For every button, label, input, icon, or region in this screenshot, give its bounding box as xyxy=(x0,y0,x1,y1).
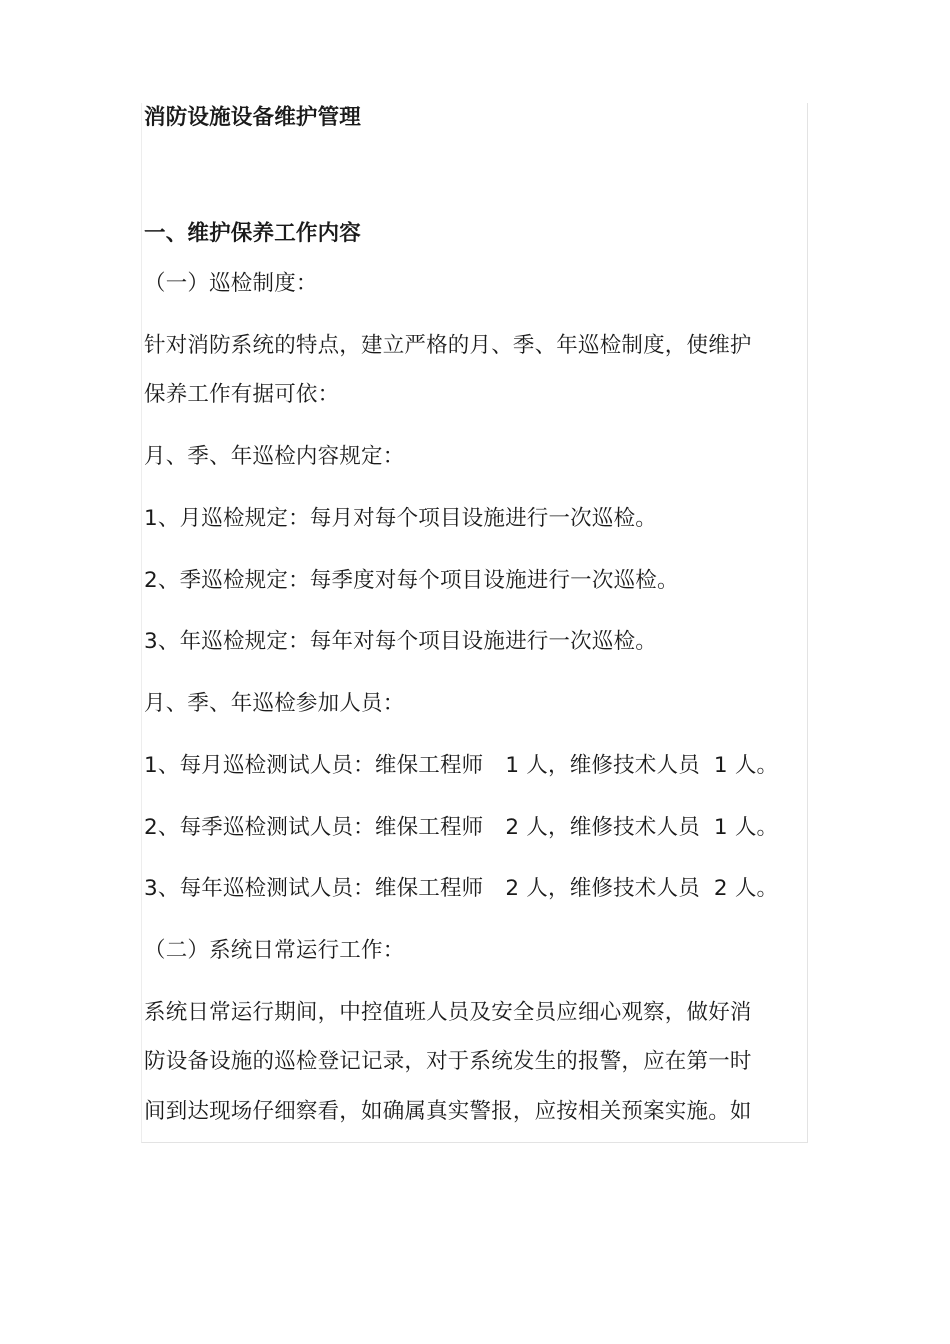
staff-engineers: 2 人，维修技术人员 xyxy=(505,876,700,901)
document-title: 消防设施设备维护管理 xyxy=(144,105,362,130)
staff-item xyxy=(144,874,778,904)
paragraph-line: 针对消防系统的特点，建立严格的月、季、年巡检制度，使维护 xyxy=(144,333,752,358)
section-heading-maintenance: 一、维护保养工作内容 xyxy=(144,221,362,246)
rule-item: 2、季巡检规定：每季度对每个项目设施进行一次巡检。 xyxy=(144,568,679,593)
paragraph-line: 系统日常运行期间，中控值班人员及安全员应细心观察，做好消 xyxy=(144,1000,752,1025)
staff-technicians: 2 人。 xyxy=(713,876,779,901)
subsection-heading-daily-operation: （二）系统日常运行工作： xyxy=(144,938,405,963)
rule-item: 1、月巡检规定：每月对每个项目设施进行一次巡检。 xyxy=(144,506,657,531)
paragraph-line: 间到达现场仔细察看，如确属真实警报，应按相关预案实施。如 xyxy=(144,1099,752,1124)
rule-item: 3、年巡检规定：每年对每个项目设施进行一次巡检。 xyxy=(144,629,657,654)
staff-engineers: 1 人，维修技术人员 xyxy=(505,753,700,778)
rules-heading: 月、季、年巡检内容规定： xyxy=(144,444,405,469)
staff-prefix: 1、每月巡检测试人员：维保工程师 xyxy=(144,753,484,778)
staff-item xyxy=(144,813,778,843)
staff-item xyxy=(144,751,778,781)
paragraph-line: 保养工作有据可依： xyxy=(144,382,340,407)
paragraph-line: 防设备设施的巡检登记记录，对于系统发生的报警，应在第一时 xyxy=(144,1049,752,1074)
staff-prefix: 3、每年巡检测试人员：维保工程师 xyxy=(144,876,484,901)
staff-technicians: 1 人。 xyxy=(713,753,779,778)
staff-technicians: 1 人。 xyxy=(713,815,779,840)
staff-heading: 月、季、年巡检参加人员： xyxy=(144,691,405,716)
staff-engineers: 2 人，维修技术人员 xyxy=(505,815,700,840)
staff-prefix: 2、每季巡检测试人员：维保工程师 xyxy=(144,815,484,840)
subsection-heading-inspection: （一）巡检制度： xyxy=(144,271,318,296)
page-frame xyxy=(141,103,808,1143)
